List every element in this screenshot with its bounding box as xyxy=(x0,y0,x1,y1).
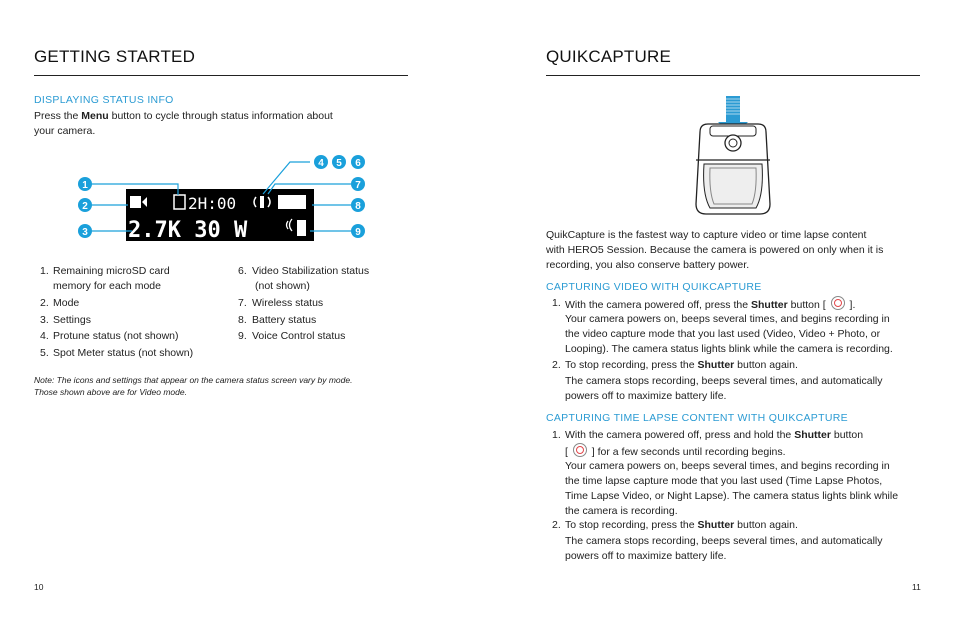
callout-4-label: 4 xyxy=(318,158,324,169)
video-mode-icon xyxy=(130,196,141,208)
status-list-col1 xyxy=(40,264,230,362)
callout-7 xyxy=(351,177,365,191)
callout-8 xyxy=(351,198,365,212)
list-item-number: 7. xyxy=(238,297,247,309)
step-number: 1. xyxy=(552,429,561,441)
list-item-text: Spot Meter status (not shown) xyxy=(53,346,194,359)
callout-6 xyxy=(351,155,365,169)
list-item xyxy=(40,296,230,313)
battery-icon xyxy=(278,195,306,209)
list-item-text: Battery status xyxy=(252,313,317,326)
callout-1 xyxy=(78,177,92,191)
list-item xyxy=(238,264,408,296)
callout-5-label: 5 xyxy=(336,158,342,169)
intro-text-end: button to cycle through status information about xyxy=(108,110,333,122)
list-item-text: Remaining microSD card memory for each mode xyxy=(53,265,170,292)
list-item-text: Mode xyxy=(53,297,80,309)
timelapse-step-1-detail: Your camera powers on, beeps several times, and begins recording in the time lapse capture mode that you last used (Time Lapse Photos, Time Lapse Video, or Night Lapse). The camera status lights blink while the camera is recording. xyxy=(565,460,899,517)
step-text: With the camera powered off, press and hold the Shutter button [ ] for a few seconds until recording begins. xyxy=(565,429,864,458)
step-number: 2. xyxy=(552,359,561,371)
list-item-number: 4. xyxy=(40,330,49,342)
shutter-button-icon xyxy=(725,135,741,151)
list-item-text: Settings xyxy=(53,313,91,326)
callout-8-label: 8 xyxy=(355,201,361,212)
callout-1-label: 1 xyxy=(82,180,88,191)
intro-text-line2: your camera. xyxy=(34,125,96,137)
list-item-text: Wireless status xyxy=(252,297,324,309)
hero5-session-camera xyxy=(696,124,770,214)
list-item-number: 6. xyxy=(238,265,247,277)
callout-7-label: 7 xyxy=(355,180,361,191)
left-page-heading: GETTING STARTED xyxy=(34,47,196,66)
list-item-number: 2. xyxy=(40,297,49,309)
step-number: 2. xyxy=(552,519,561,531)
step-text: With the camera powered off, press the Shutter button [ ]. xyxy=(565,296,855,313)
list-item xyxy=(40,264,230,296)
list-item-number: 1. xyxy=(40,265,49,277)
quikcapture-intro: QuikCapture is the fastest way to capture video or time lapse content with HERO5 Session. Because the camera is powered on only when it is recording, you also conserve battery power. xyxy=(546,229,884,271)
callout-9-label: 9 xyxy=(355,227,361,238)
timelapse-step-2-detail: The camera stops recording, beeps several times, and automatically powers off to maximize battery life. xyxy=(565,535,883,562)
capturing-video-subheading: CAPTURING VIDEO WITH QUIKCAPTURE xyxy=(546,281,762,293)
left-page-number: 10 xyxy=(34,582,44,592)
status-info-intro xyxy=(34,109,414,139)
step-text: To stop recording, press the Shutter button again. xyxy=(565,519,798,531)
callout-3 xyxy=(78,224,92,238)
list-item xyxy=(238,329,408,346)
right-heading-rule xyxy=(546,75,920,76)
lcd-top-text: 2H:00 xyxy=(188,194,237,213)
capturing-timelapse-subheading: CAPTURING TIME LAPSE CONTENT WITH QUIKCAPTURE xyxy=(546,412,848,424)
callout-2 xyxy=(78,198,92,212)
list-item xyxy=(40,346,230,363)
step-text: To stop recording, press the Shutter button again. xyxy=(565,359,798,371)
video-step-2-detail: The camera stops recording, beeps several times, and automatically powers off to maximize battery life. xyxy=(565,375,883,402)
list-item-number: 9. xyxy=(238,330,247,342)
left-heading-rule xyxy=(34,75,408,76)
list-item xyxy=(40,329,230,346)
lcd-bottom-text: 2.7K 30 W xyxy=(128,218,248,243)
shutter-icon xyxy=(831,296,845,310)
shutter-icon xyxy=(573,443,587,457)
video-step-1-detail: Your camera powers on, beeps several times, and begins recording in the video capture mode that you last used (Video, Video + Photo, or Looping). The camera status lights blink while the camera is recording. xyxy=(565,313,893,355)
right-page-heading: QUIKCAPTURE xyxy=(546,47,671,66)
list-item xyxy=(238,313,408,330)
list-item-text: Protune status (not shown) xyxy=(53,330,179,342)
status-list-col2 xyxy=(238,264,408,346)
list-item-number: 3. xyxy=(40,313,49,326)
list-item-text: Voice Control status xyxy=(252,330,346,342)
list-item-text: Video Stabilization status (not shown) xyxy=(252,265,370,292)
camera-illustration xyxy=(690,94,776,216)
right-page-number: 11 xyxy=(912,582,921,592)
callout-6-label: 6 xyxy=(355,158,361,169)
callout-2-label: 2 xyxy=(82,201,88,212)
status-info-subheading: DISPLAYING STATUS INFO xyxy=(34,94,174,106)
callout-3-label: 3 xyxy=(82,227,88,238)
menu-button-label: Menu xyxy=(81,110,109,122)
callout-9 xyxy=(351,224,365,238)
step-number: 1. xyxy=(552,297,561,309)
list-item xyxy=(40,313,230,330)
status-screen-diagram xyxy=(70,150,380,250)
list-item xyxy=(238,296,408,313)
list-item-number: 5. xyxy=(40,346,49,359)
callout-5 xyxy=(332,155,346,169)
callout-4 xyxy=(314,155,328,169)
status-note: Note: The icons and settings that appear on the camera status screen vary by mode. Those shown above are for Video mode. xyxy=(34,375,353,397)
intro-text-start: Press the xyxy=(34,110,82,122)
list-item-number: 8. xyxy=(238,313,247,326)
